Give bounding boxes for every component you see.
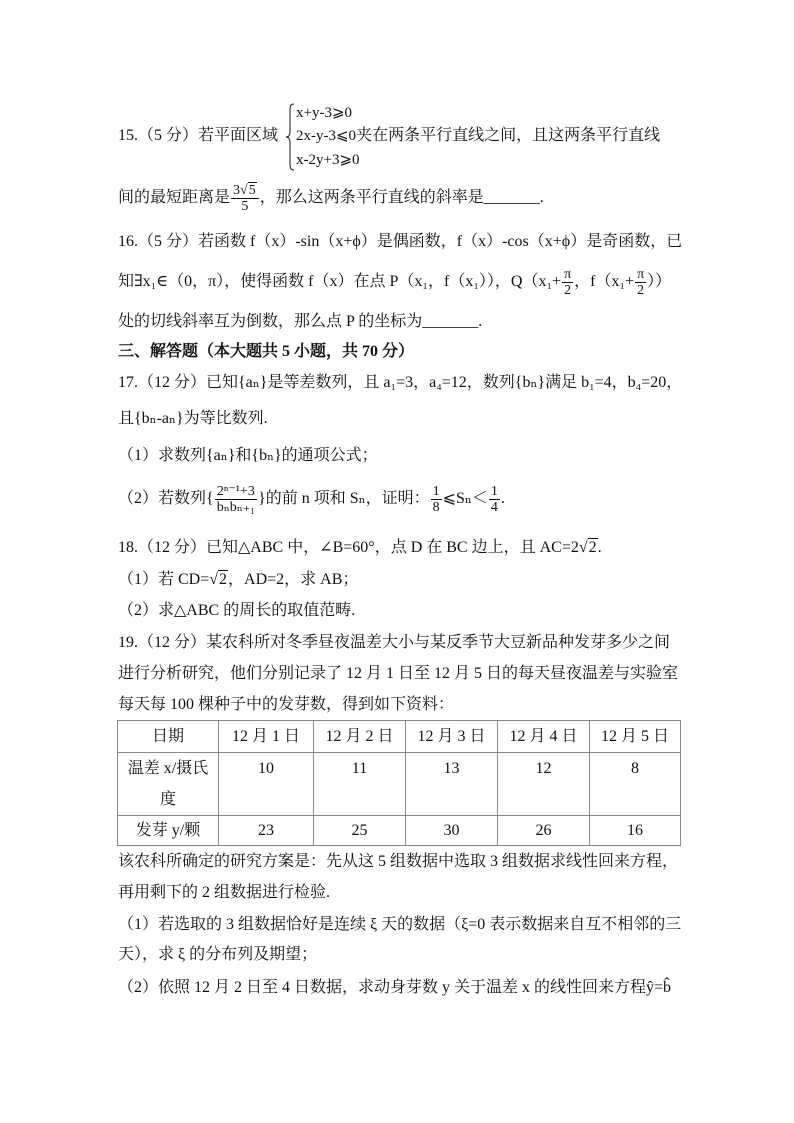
fraction-numerator xyxy=(231,183,259,199)
q15-inequality-1: x+y-3⩾0 xyxy=(296,105,353,121)
fraction-denominator: 2 xyxy=(564,283,572,298)
coefficient: 3 xyxy=(233,183,241,198)
q17-line1: 17.（12 分）已知{aₙ}是等差数列，且 a₁=3，a₄=12，数列{bₙ}满足 b₁=4，b₄=20， xyxy=(118,374,683,391)
radical xyxy=(209,570,228,588)
q15-line2 xyxy=(118,183,544,214)
q15-line1-tail: 夹在两条平行直线之间，且这两条平行直线 xyxy=(356,127,661,144)
table-cell: 10 xyxy=(219,753,314,816)
q18-part1 xyxy=(118,570,358,590)
q19-line1: 19.（12 分）某农科所对冬季昼夜温差大小与某反季节大豆新品种发芽多少之间 xyxy=(118,634,671,651)
fraction-denominator: 8 xyxy=(432,500,440,515)
answer-blank: _______. xyxy=(483,189,544,207)
table-cell: 16 xyxy=(590,816,681,846)
table-cell: 8 xyxy=(590,753,681,816)
fraction-numerator: 1 xyxy=(432,484,440,499)
q19-part1-line2: 天），求 ξ 的分布列及期望； xyxy=(118,946,318,963)
q16-line1: 16.（5 分）若函数 f（x）-sin（x+ϕ）是偶函数，f（x）-cos（x+ϕ）是奇函数，已 xyxy=(118,233,683,250)
table-header-row xyxy=(118,721,681,753)
q18-part2: （2）求△ABC 的周长的取值范畴. xyxy=(118,602,356,619)
table-cell: 25 xyxy=(314,816,406,846)
sequence-term-fraction xyxy=(215,484,257,515)
lower-bound-fraction xyxy=(431,484,442,515)
q19-part1-line1: （1）若选取的 3 组数据恰好是连续 ξ 天的数据（ξ=0 表示数据来自互不相邻的三 xyxy=(118,916,682,933)
q15-distance-fraction xyxy=(231,183,259,214)
regression-equation: ŷ=b̂ xyxy=(646,979,672,996)
fraction-denominator: 2 xyxy=(637,283,645,298)
table-cell: 30 xyxy=(406,816,498,846)
fraction-numerator: π xyxy=(564,267,572,282)
q18-line1-b: . xyxy=(597,539,602,556)
table-header-cell: 12 月 1 日 xyxy=(219,721,314,753)
radical-sign: √ xyxy=(240,183,248,198)
table-cell: 12 xyxy=(498,753,590,816)
table-row-label: 温差 x/摄氏度 xyxy=(118,753,219,816)
left-brace-icon xyxy=(285,103,295,171)
q18-part1-a: （1）若 CD= xyxy=(118,571,210,588)
q18-line1 xyxy=(118,538,602,558)
q16-line3: 处的切线斜率互为倒数，那么点 P 的坐标为_______. xyxy=(118,313,483,330)
table-cell: 13 xyxy=(406,753,498,816)
q18-part1-b: ，AD=2，求 AB； xyxy=(228,571,359,588)
table-cell: 26 xyxy=(498,816,590,846)
radicand: 2 xyxy=(588,539,597,556)
pi-half-fraction xyxy=(635,267,646,298)
fraction-numerator: 1 xyxy=(490,484,498,499)
upper-bound-fraction xyxy=(489,484,500,515)
q17-part2-b: }的前 n 项和 Sₙ，证明： xyxy=(258,490,430,508)
q17-line2: 且{bₙ-aₙ}为等比数列. xyxy=(118,410,268,427)
q19-line4: 该农科所确定的研究方案是：先从这 5 组数据中选取 3 组数据求线性回来方程， xyxy=(118,853,679,870)
q17-part2 xyxy=(118,484,505,515)
q16-line2-a: 知∃x₁∈（0，π），使得函数 f（x）在点 P（x₁，f（x₁）），Q（x₁+ xyxy=(118,273,562,291)
table-header-cell: 12 月 2 日 xyxy=(314,721,406,753)
q17-part2-a: （2）若数列{ xyxy=(118,490,214,508)
q16-line2-c: ）） xyxy=(647,273,672,291)
q17-part2-d: . xyxy=(500,490,505,508)
pi-half-fraction xyxy=(562,267,573,298)
q15-line2-start: 间的最短距离是 xyxy=(118,189,231,207)
radical-sign: √ xyxy=(578,539,588,556)
q15-inequality-2: 2x-y-3⩽0 xyxy=(296,128,357,144)
table-cell: 23 xyxy=(219,816,314,846)
table-header-cell: 12 月 5 日 xyxy=(590,721,681,753)
q15-line2-end: ，那么这两条平行直线的斜率是 xyxy=(259,189,484,207)
q18-line1-a: 18.（12 分）已知△ABC 中，∠B=60°，点 D 在 BC 边上，且 AC=2 xyxy=(118,539,579,556)
q19-line3: 每天每 100 棵种子中的发芽数，得到如下资料： xyxy=(118,696,455,713)
fraction-numerator: 2ⁿ⁻¹+3 xyxy=(216,484,255,499)
q15-inequality-row-2 xyxy=(296,126,660,146)
data-table xyxy=(117,720,681,846)
radicand: 5 xyxy=(248,183,256,198)
table-header-cell: 12 月 4 日 xyxy=(498,721,590,753)
table-header-cell: 日期 xyxy=(118,721,219,753)
fraction-denominator: 4 xyxy=(490,500,498,515)
fraction-numerator: π xyxy=(637,267,645,282)
section-header: 三、解答题（本大题共 5 小题，共 70 分） xyxy=(118,343,415,360)
radicand: 2 xyxy=(219,571,228,588)
table-row xyxy=(118,816,681,846)
fraction-denominator: 5 xyxy=(241,199,249,214)
table-row-label: 发芽 y/颗 xyxy=(118,816,219,846)
table-header-cell: 12 月 3 日 xyxy=(406,721,498,753)
q17-part2-c: ⩽Sₙ＜ xyxy=(442,490,488,508)
q19-part2 xyxy=(118,978,671,998)
q19-line5: 再用剩下的 2 组数据进行检验. xyxy=(118,884,331,901)
q17-part1: （1）求数列{aₙ}和{bₙ}的通项公式； xyxy=(118,447,378,464)
radical-sign: √ xyxy=(209,571,219,588)
table-row xyxy=(118,753,681,816)
q15-prefix: 15.（5 分）若平面区域 xyxy=(118,127,279,144)
q19-part2-text: （2）依照 12 月 2 日至 4 日数据，求动身芽数 y 关于温差 x 的线性回来方程 xyxy=(118,979,647,996)
q16-line2 xyxy=(118,267,671,298)
fraction-denominator: bₙbₙ₊₁ xyxy=(216,500,256,515)
q19-line2: 进行分析研究，他们分别记录了 12 月 1 日至 12 月 5 日的每天昼夜温差与实验室 xyxy=(118,665,679,682)
q15-inequality-3: x-2y+3⩾0 xyxy=(296,152,360,168)
radical xyxy=(579,538,598,556)
radical xyxy=(240,182,257,198)
q16-line2-b: ，f（x₁+ xyxy=(574,273,635,291)
table-cell: 11 xyxy=(314,753,406,816)
